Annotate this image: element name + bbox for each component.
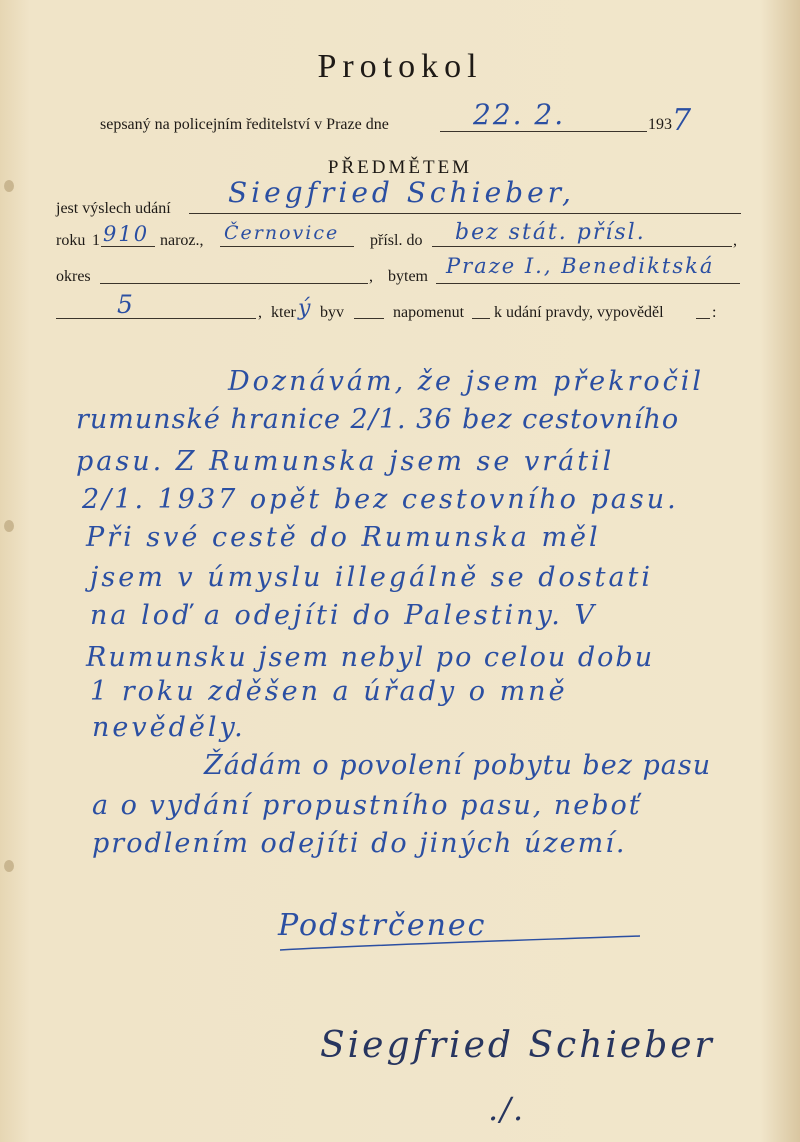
cislo-underline [56,318,256,319]
year-printed: 193 [648,116,672,133]
bytem-underline [436,283,740,284]
bytem-label: bytem [388,268,428,285]
jest-label: jest výslech udání [56,200,171,217]
statement-line: a o vydání propustního pasu, neboť [92,790,642,821]
roku-label: roku [56,232,86,249]
pravdy-underline [696,318,710,319]
sepsany-label: sepsaný na policejním ředitelství v Praze dne [100,116,389,133]
statement-line: jsem v úmyslu illegálně se dostati [90,562,654,593]
kter-label: kter [271,304,296,321]
cislo-value: 5 [117,290,135,319]
prisl-value: bez stát. přísl. [455,220,646,245]
napomenut-underline [472,318,490,319]
jest-value: Siegfried Schieber, [228,176,575,209]
byv-underline [354,318,384,319]
pravdy-label: k udání pravdy, vypověděl [494,304,664,321]
signature-mark: ./. [488,1090,526,1128]
section-heading: PŘEDMĚTEM [327,157,473,178]
byv-label: byv [320,304,344,321]
statement-line: pasu. Z Rumunska jsem se vrátil [76,446,615,477]
statement-line: rumunské hranice 2/1. 36 bez cestovního [76,404,680,435]
statement-line: Rumunsku jsem nebyl po celou dobu [86,642,655,673]
statement-line: Žádám o povolení pobytu bez pasu [204,750,712,781]
cislo-comma: , [258,304,262,321]
pravdy-colon: : [712,304,717,321]
napomenut-label: napomenut [393,304,465,321]
okres-underline [100,283,368,284]
statement-line: na loď a odejíti do Palestiny. V [90,600,597,631]
official-signature-stroke [270,930,650,960]
prisl-underline [432,246,732,247]
statement-line: nevěděly. [92,712,246,743]
naroz-label: naroz., [160,232,204,249]
prisl-comma: , [733,232,737,249]
witness-signature: Siegfried Schieber [320,1025,715,1066]
kter-value: ý [298,296,313,321]
roku-value: 910 [103,222,150,246]
date-value: 22. 2. [473,98,566,131]
statement-line: Doznávám, že jsem překročil [228,366,704,397]
jest-underline [189,213,741,214]
year-digit: 7 [672,103,694,138]
statement-line: 1 roku zděšen a úřady o mně [90,676,568,707]
statement-line: 2/1. 1937 opět bez cestovního pasu. [82,484,679,515]
statement-line: prodlením odejíti do jiných území. [92,828,627,859]
date-underline [440,131,647,132]
roku-prefix: 1 [92,232,100,249]
okres-label: okres [56,268,91,285]
naroz-value: Černovice [224,222,340,244]
bytem-value: Praze I., Benediktská [446,254,715,278]
prisl-label: přísl. do [370,232,423,249]
okres-comma: , [369,268,373,285]
official-signature: Podstrčenec [278,908,487,943]
document-title: Protokol [317,48,483,85]
roku-underline [101,246,155,247]
naroz-underline [220,246,354,247]
statement-line: Při své cestě do Rumunska měl [86,522,601,553]
